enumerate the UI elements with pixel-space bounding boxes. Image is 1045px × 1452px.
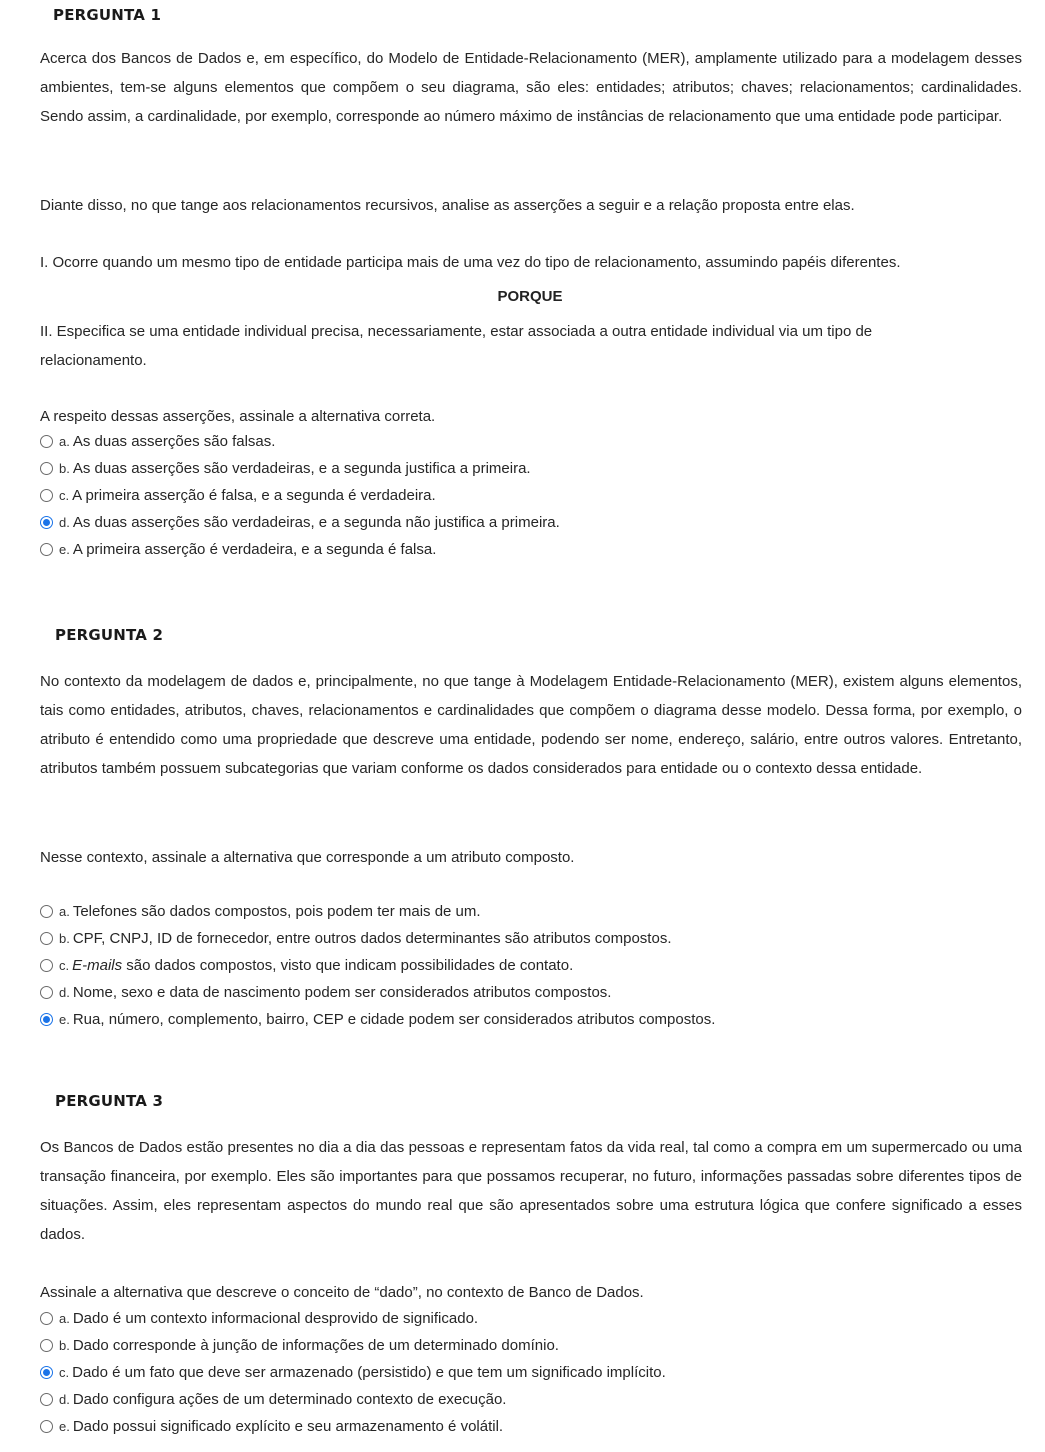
- radio-icon[interactable]: [40, 905, 53, 918]
- radio-icon[interactable]: [40, 986, 53, 999]
- radio-icon[interactable]: [40, 1312, 53, 1325]
- emails-term: E-mails: [72, 956, 123, 974]
- question-2-prompt: Nesse contexto, assinale a alternativa que corresponde a um atributo composto.: [40, 849, 575, 866]
- radio-icon[interactable]: [40, 1339, 53, 1352]
- radio-selected-icon[interactable]: [40, 1013, 53, 1026]
- q1-option-c[interactable]: c. A primeira asserção é falsa, e a segunda é verdadeira.: [40, 484, 436, 506]
- q2-option-e[interactable]: e. Rua, número, complemento, bairro, CEP e cidade podem ser considerados atributos compostos.: [40, 1008, 715, 1030]
- q2-option-b[interactable]: b. CPF, CNPJ, ID de fornecedor, entre outros dados determinantes são atributos compostos.: [40, 927, 671, 949]
- q1-option-e[interactable]: e. A primeira asserção é verdadeira, e a segunda é falsa.: [40, 538, 436, 560]
- question-2-statement: No contexto da modelagem de dados e, principalmente, no que tange à Modelagem Entidade-Relacionamento (MER), existem alguns elementos, tais como entidades, atributos, chaves, relacionamentos e cardinalidades que compõem o diagrama desse modelo. Dessa forma, por exemplo, o atributo é entendido como uma propriedade que descreve uma entidade, podendo ser nome, endereço, salário, entre outros valores. Entretanto, atributos também possuem subcategorias que variam conforme os dados considerados para entidade ou o contexto dessa entidade.: [40, 673, 1022, 777]
- radio-icon[interactable]: [40, 435, 53, 448]
- q3-option-c[interactable]: c. Dado é um fato que deve ser armazenado (persistido) e que tem um significado implícito.: [40, 1361, 666, 1383]
- radio-icon[interactable]: [40, 932, 53, 945]
- q1-option-a[interactable]: a. As duas asserções são falsas.: [40, 430, 275, 452]
- question-1-prompt: A respeito dessas asserções, assinale a alternativa correta.: [40, 408, 436, 425]
- assertion-1: I. Ocorre quando um mesmo tipo de entidade participa mais de uma vez do tipo de relacionamento, assumindo papéis diferentes.: [40, 254, 901, 271]
- question-1-instruction: Diante disso, no que tange aos relacionamentos recursivos, analise as asserções a seguir e a relação proposta entre elas.: [40, 197, 855, 214]
- q3-option-a[interactable]: a. Dado é um contexto informacional desprovido de significado.: [40, 1307, 478, 1329]
- q3-option-d[interactable]: d. Dado configura ações de um determinado contexto de execução.: [40, 1388, 506, 1410]
- q2-option-a[interactable]: a. Telefones são dados compostos, pois podem ter mais de um.: [40, 900, 481, 922]
- q1-option-d[interactable]: d. As duas asserções são verdadeiras, e a segunda não justifica a primeira.: [40, 511, 560, 533]
- q3-option-e[interactable]: e. Dado possui significado explícito e seu armazenamento é volátil.: [40, 1415, 503, 1437]
- question-3-prompt: Assinale a alternativa que descreve o conceito de “dado”, no contexto de Banco de Dados.: [40, 1284, 644, 1301]
- q1-option-b[interactable]: b. As duas asserções são verdadeiras, e a segunda justifica a primeira.: [40, 457, 531, 479]
- radio-icon[interactable]: [40, 959, 53, 972]
- radio-icon[interactable]: [40, 489, 53, 502]
- radio-icon[interactable]: [40, 1393, 53, 1406]
- q3-option-b[interactable]: b. Dado corresponde à junção de informações de um determinado domínio.: [40, 1334, 559, 1356]
- assertion-2: II. Especifica se uma entidade individual precisa, necessariamente, estar associada a outra entidade individual via um tipo de relacionamento.: [40, 323, 873, 369]
- question-3-title: PERGUNTA 3: [55, 1092, 164, 1110]
- connector-porque: PORQUE: [497, 288, 563, 305]
- q2-option-d[interactable]: d. Nome, sexo e data de nascimento podem ser considerados atributos compostos.: [40, 981, 611, 1003]
- radio-selected-icon[interactable]: [40, 1366, 53, 1379]
- question-1-title: PERGUNTA 1: [53, 6, 162, 24]
- question-1-statement: Acerca dos Bancos de Dados e, em específico, do Modelo de Entidade-Relacionamento (MER), amplamente utilizado para a modelagem desses ambientes, tem-se alguns elementos que compõem o seu diagrama, são eles: entidades; atributos; chaves; relacionamentos; cardinalidades. Sendo assim, a cardinalidade, por exemplo, corresponde ao número máximo de instâncias de relacionamento que uma entidade pode participar.: [40, 50, 1022, 125]
- radio-icon[interactable]: [40, 1420, 53, 1433]
- question-3-statement: Os Bancos de Dados estão presentes no dia a dia das pessoas e representam fatos da vida real, tal como a compra em um supermercado ou uma transação financeira, por exemplo. Eles são importantes para que possamos recuperar, no futuro, informações passadas sobre diferentes tipos de situações. Assim, eles representam aspectos do mundo real que são apresentados sobre uma estrutura lógica que confere significado a esses dados.: [40, 1139, 1022, 1243]
- radio-icon[interactable]: [40, 543, 53, 556]
- q2-option-c[interactable]: c. E-mails são dados compostos, visto que indicam possibilidades de contato.: [40, 954, 573, 976]
- question-2-title: PERGUNTA 2: [55, 626, 164, 644]
- radio-icon[interactable]: [40, 462, 53, 475]
- radio-selected-icon[interactable]: [40, 516, 53, 529]
